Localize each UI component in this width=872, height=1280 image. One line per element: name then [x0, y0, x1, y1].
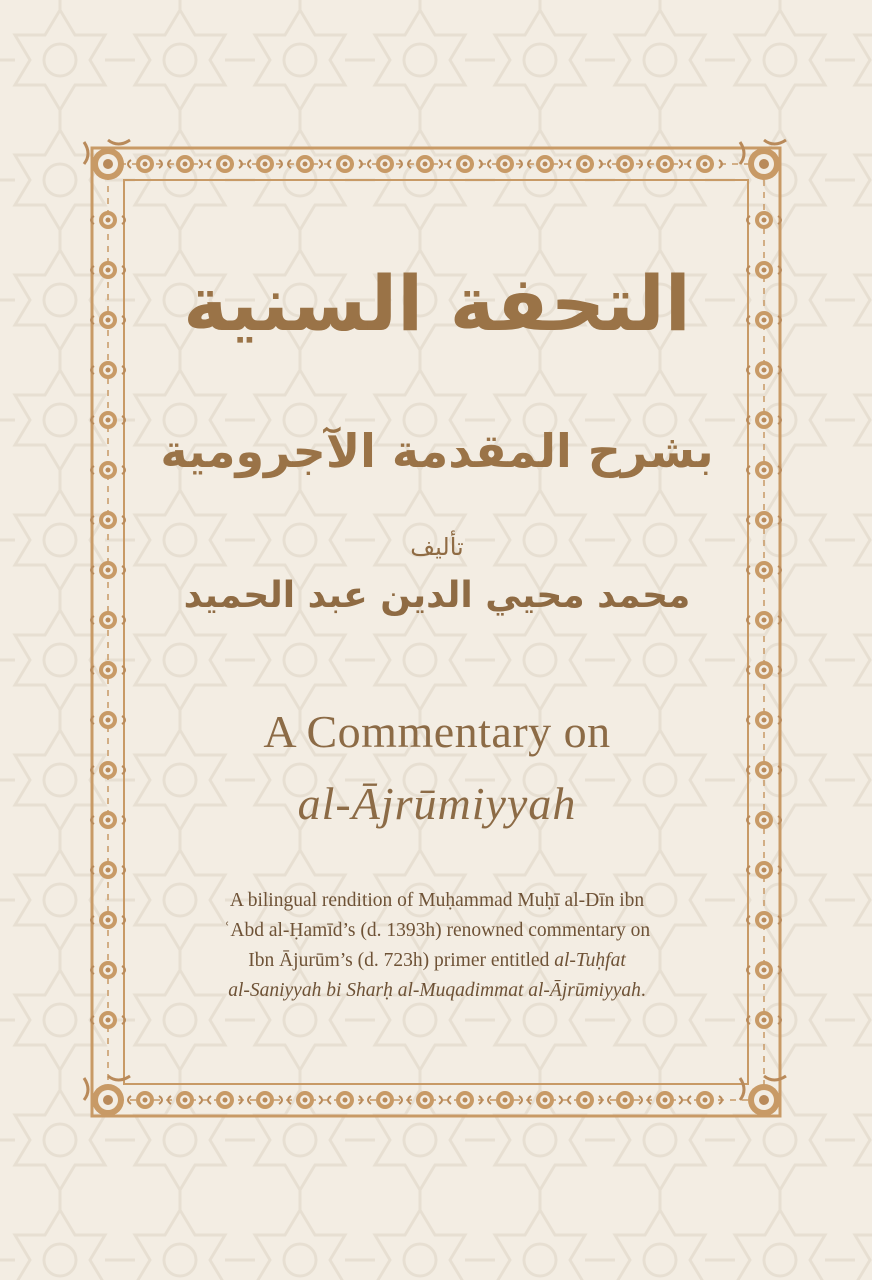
- arabic-authored-by: تأليف: [410, 533, 464, 561]
- description-line-3-text: Ibn Ājurūm’s (d. 723h) primer entitled: [248, 950, 555, 971]
- description-line-3-italic: al-Tuḥfat: [554, 950, 626, 971]
- description-line-4-end: .: [640, 980, 646, 1001]
- description-line-2: ʿAbd al-Ḥamīd’s (d. 1393h) renowned commentary on: [223, 920, 651, 941]
- description-line-1: A bilingual rendition of Muḥammad Muḥī al-Dīn ibn: [229, 890, 645, 911]
- description: [162, 886, 712, 1006]
- cover-panel: [142, 196, 732, 1076]
- arabic-author-name: محمد محيي الدين عبد الحميد: [183, 575, 691, 616]
- description-line-4-italic: al-Saniyyah bi Sharḥ al-Muqadimmat al-Ājrūmiyyah: [228, 980, 641, 1001]
- english-title: A Commentary on: [263, 706, 611, 757]
- description-line-4: [162, 976, 712, 1006]
- arabic-title: التحفة السنية: [183, 259, 691, 348]
- english-subtitle: al-Ājrūmiyyah: [297, 778, 577, 829]
- description-line-3: [162, 946, 712, 976]
- arabic-subtitle: بشرح المقدمة الآجرومية: [160, 424, 714, 478]
